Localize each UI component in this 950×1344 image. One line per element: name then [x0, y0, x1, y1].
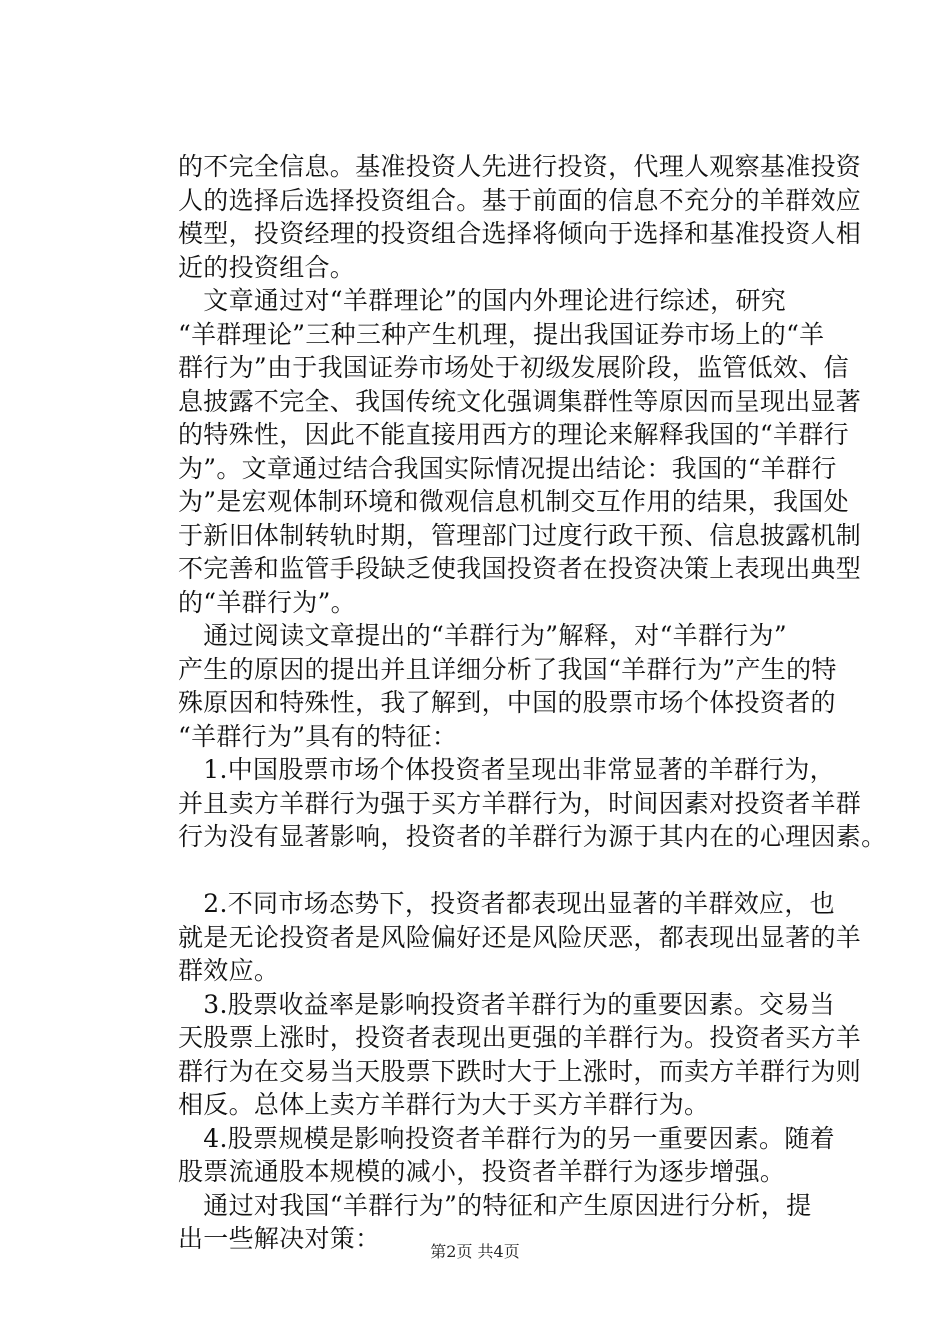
text-line: 2.不同市场态势下，投资者都表现出显著的羊群效应，也 [178, 889, 835, 918]
text-line: 行为没有显著影响，投资者的羊群行为源于其内在的心理因素。 [178, 822, 887, 851]
text-line: 于新旧体制转轨时期，管理部门过度行政干预、信息披露机制 [178, 520, 862, 550]
text-line: 群效应。 [178, 956, 280, 985]
text-line: 就是无论投资者是风险偏好还是风险厌恶，都表现出显著的羊 [178, 922, 862, 952]
text-line: 不完善和监管手段缺乏使我国投资者在投资决策上表现出典型 [178, 554, 862, 583]
text-line: 的“羊群行为”。 [178, 587, 356, 617]
body-text [178, 150, 887, 1256]
text-line: 并且卖方羊群行为强于买方羊群行为，时间因素对投资者羊群 [178, 788, 862, 818]
text-line: 通过阅读文章提出的“羊群行为”解释，对“羊群行为” [178, 621, 787, 650]
text-line: “羊群行为”具有的特征： [178, 721, 458, 751]
text-line: 近的投资组合。 [178, 252, 356, 282]
text-line: 出一些解决对策： [178, 1224, 381, 1253]
text-line: “羊群理论”三种三种产生机理，提出我国证券市场上的“羊 [178, 319, 825, 349]
text-line: 4.股票规模是影响投资者羊群行为的另一重要因素。随着 [178, 1123, 835, 1153]
blank-line [178, 854, 838, 888]
text-line: 模型，投资经理的投资组合选择将倾向于选择和基准投资人相 [178, 219, 862, 248]
text-line: 的特殊性，因此不能直接用西方的理论来解释我国的“羊群行 [178, 420, 849, 449]
page-footer [0, 1242, 950, 1262]
text-line: 息披露不完全、我国传统文化强调集群性等原因而呈现出显著 [178, 386, 862, 416]
text-line: 通过对我国“羊群行为”的特征和产生原因进行分析，提 [178, 1190, 812, 1220]
text-line: 产生的原因的提出并且详细分析了我国“羊群行为”产生的特 [178, 654, 837, 684]
text-line: 股票流通股本规模的减小，投资者羊群行为逐步增强。 [178, 1157, 786, 1186]
text-line: 群行为在交易当天股票下跌时大于上涨时，而卖方羊群行为则 [178, 1056, 862, 1086]
page-number: 第2页 共4页 [430, 1242, 520, 1261]
text-line: 1.中国股票市场个体投资者呈现出非常显著的羊群行为， [178, 755, 835, 784]
text-line: 殊原因和特殊性，我了解到，中国的股票市场个体投资者的 [178, 688, 836, 717]
text-line: 为”是宏观体制环境和微观信息机制交互作用的结果，我国处 [178, 487, 849, 516]
text-line: 相反。总体上卖方羊群行为大于买方羊群行为。 [178, 1090, 710, 1119]
text-line: 的不完全信息。基准投资人先进行投资，代理人观察基准投资 [178, 152, 862, 181]
text-line: 天股票上涨时，投资者表现出更强的羊群行为。投资者买方羊 [178, 1023, 862, 1052]
text-line: 为”。文章通过结合我国实际情况提出结论：我国的“羊群行 [178, 453, 837, 483]
text-line: 群行为”由于我国证券市场处于初级发展阶段，监管低效、信 [178, 353, 849, 382]
text-line: 文章通过对“羊群理论”的国内外理论进行综述，研究 [178, 286, 787, 315]
text-line: 3.股票收益率是影响投资者羊群行为的重要因素。交易当 [178, 989, 835, 1019]
text-line: 人的选择后选择投资组合。基于前面的信息不充分的羊群效应 [178, 185, 862, 215]
